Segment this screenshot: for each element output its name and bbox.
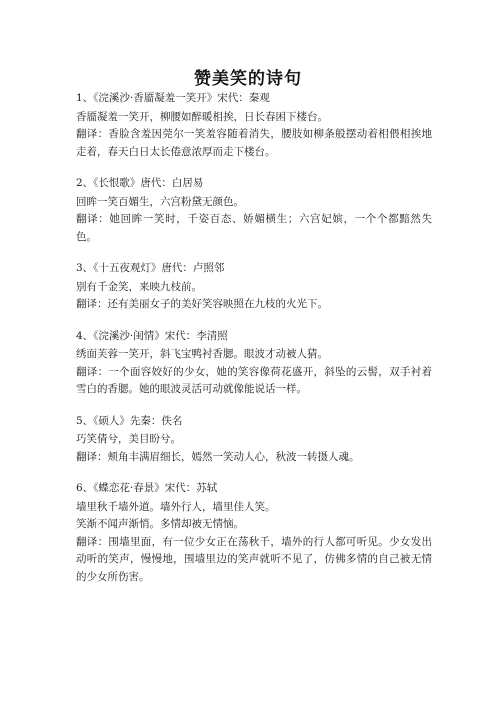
- poem-verse: 香靥凝羞一笑开，柳腰如醉暖相挨，日长春困下楼台。: [76, 110, 328, 123]
- poem-translation: 翻译：香脸含羞因莞尔一笑羞容随着消失，腰肢如柳条般摆动着相偎相挨地走着，春天白日太长倦意浓厚而走下楼台。: [76, 128, 432, 158]
- poem-heading: 1、《浣溪沙·香靥凝羞一笑开》宋代：秦观: [76, 92, 270, 104]
- poem-translation: 翻译：围墙里面，有一位少女正在荡秋千，墙外的行人都可听见。少女发出动听的笑声，慢慢地，围墙里边的笑声就听不见了，仿佛多情的自己被无情的少女所伤害。: [76, 535, 432, 583]
- poem-verse: 墙里秋千墙外道。墙外行人，墙里佳人笑。: [76, 500, 276, 513]
- poem-heading: 2、《长恨歌》唐代：白居易: [76, 177, 204, 189]
- document-title: 赞美笑的诗句: [194, 69, 302, 89]
- poem-verse: 回眸一笑百媚生，六宫粉黛无颜色。: [76, 195, 244, 208]
- poem-translation: 翻译：颊角丰满眉细长，嫣然一笑动人心，秋波一转摄人魂。: [76, 450, 360, 463]
- poem-entry-2: [76, 175, 432, 246]
- poem-heading: 6、《蝶恋花·春景》宋代：苏轼: [76, 482, 218, 494]
- poem-heading: 4、《浣溪沙·闺情》宋代：李清照: [76, 329, 228, 342]
- poem-entry-3: [76, 260, 432, 314]
- poem-heading: 5、《硕人》先秦：佚名: [76, 414, 183, 427]
- poem-verse: 绣面芙蓉一笑开，斜飞宝鸭衬香腮。眼波才动被人猜。: [76, 348, 328, 360]
- poem-entry-5: [76, 413, 432, 467]
- poem-translation: 翻译：她回眸一笑时，千姿百态、娇媚横生；六宫妃嫔，一个个都黯然失色。: [76, 213, 432, 243]
- poem-translation: 翻译：还有美丽女子的美好笑容映照在九枝的火光下。: [76, 298, 328, 310]
- poem-list: [76, 90, 432, 600]
- poem-verse: 别有千金笑，来映九枝前。: [76, 280, 202, 293]
- poem-translation: 翻译：一个面容姣好的少女，她的笑容像荷花盛开，斜坠的云髻，双手衬着雪白的香腮。她的眼波灵活可动就像能说话一样。: [76, 365, 432, 395]
- poem-entry-4: [76, 328, 432, 399]
- poem-entry-6: [76, 480, 432, 586]
- poem-verse: 巧笑倩兮，美目盼兮。: [76, 433, 181, 445]
- poem-heading: 3、《十五夜观灯》唐代：卢照邻: [76, 262, 225, 274]
- poem-verse: 笑渐不闻声渐悄。多情却被无情恼。: [76, 518, 244, 530]
- poem-entry-1: [76, 90, 432, 161]
